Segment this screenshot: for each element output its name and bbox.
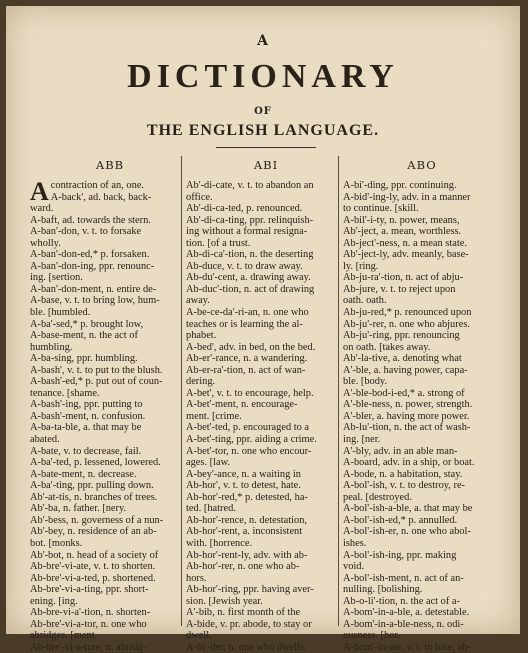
entry-line: Ab-bre'-vi-a-tor, n. one who bbox=[30, 618, 147, 630]
entry-line: ousness. [hor. bbox=[343, 630, 400, 642]
entry-line: A-bom'-in-a-ble, a. detestable. bbox=[343, 607, 470, 619]
entry-line: abridges. [ment. bbox=[30, 630, 98, 642]
entry-line: Ab-hor'-rent-ly, adv. with ab- bbox=[186, 549, 308, 561]
entry-line: Ab-hor', v. t. to detest, hate. bbox=[186, 480, 301, 492]
entry-line: A-bash'-ment, n. confusion. bbox=[30, 410, 146, 422]
entry-line: A-back', ad. back, back- bbox=[50, 191, 152, 203]
entry-line: Ab-bre'-vi-a-ture, n. abridg- bbox=[30, 641, 147, 653]
entry-line: Ab-ject'-ness, n. a mean state. bbox=[343, 237, 467, 249]
entry-line: A-board, adv. in a ship, or boat. bbox=[343, 457, 475, 469]
entry-line: to continue. [skill. bbox=[343, 203, 419, 215]
entry-line: phabet. bbox=[186, 330, 217, 342]
entry-line: Ab-bre-vi-a'-tion, n. shorten- bbox=[30, 607, 151, 619]
entry-line: Ab-hor'-rer, n. one who ab- bbox=[186, 561, 300, 573]
entry-line: Ab'-la-tive, a. denoting what bbox=[343, 353, 462, 365]
column-head-abi: ABI bbox=[253, 158, 279, 172]
entry-line: A-ban'-don-ed,* p. forsaken. bbox=[30, 249, 150, 261]
entry-line: A-bol'-ish, v. t. to destroy, re- bbox=[343, 480, 466, 492]
entry-line: A'-ble-ness, n. power, strength. bbox=[343, 399, 473, 411]
page-subtitle: THE ENGLISH LANGUAGE. bbox=[146, 122, 380, 139]
entry-line: A-bet'-tor, n. one who encour- bbox=[186, 445, 312, 457]
entry-line: wholly. bbox=[30, 237, 61, 249]
entry-line: dering. bbox=[186, 376, 216, 388]
entry-line: Ab-hor'-rence, n. detestation, bbox=[186, 514, 308, 526]
entry-line: ble. [body. bbox=[343, 376, 388, 388]
entry-line: Ab-duc'-tion, n. act of drawing bbox=[186, 283, 315, 295]
entry-line: Ab'-bess, n. governess of a nun- bbox=[30, 514, 164, 526]
entry-line: ward. bbox=[30, 203, 54, 215]
column-head-abb: ABB bbox=[95, 158, 125, 172]
entry-line: ing without a formal resigna- bbox=[186, 226, 308, 238]
entry-line: A-bed', adv. in bed, on the bed. bbox=[186, 341, 316, 353]
entry-line: A-bet', v. t. to encourage, help. bbox=[186, 387, 314, 399]
page-title: DICTIONARY bbox=[127, 58, 399, 95]
entry-line: away. bbox=[186, 295, 210, 307]
entry-line: ing. [ner. bbox=[343, 434, 381, 446]
entry-line: A'-ble, a. having power, capa- bbox=[343, 364, 468, 376]
entry-line: ing. [sertion. bbox=[30, 272, 83, 284]
entry-line: A'-bib, n. first month of the bbox=[186, 607, 301, 619]
entry-line: void. bbox=[343, 561, 365, 573]
entry-line: A-ban'-don, v. t. to forsake bbox=[30, 226, 142, 238]
entry-line: A-bash'-ed,* p. put out of coun- bbox=[30, 376, 163, 388]
entry-line: A-bash', v. t. to put to the blush. bbox=[30, 364, 163, 376]
entry-line: Ab-lu'-tion, n. the act of wash- bbox=[343, 422, 471, 434]
entry-line: tenance. [shame. bbox=[30, 387, 100, 399]
entry-line: ages. [law. bbox=[186, 457, 231, 469]
entry-line: A'-ble-bod-i-ed,* a. strong of bbox=[343, 387, 465, 399]
entry-line: A-ba'-ting, ppr. pulling down. bbox=[30, 480, 154, 492]
entry-line: with. [horrence. bbox=[186, 537, 253, 549]
entry-line: Ab'-di-ca-ting, ppr. relinquish- bbox=[186, 214, 314, 226]
entry-line: A-bom'-in-ate, v. t. to hate, ab- bbox=[343, 641, 471, 653]
entry-line: Ab-bre'-vi-a-ting, ppr. short- bbox=[30, 584, 149, 596]
entry-line: A-bate, v. to decrease, fail. bbox=[30, 445, 142, 457]
entry-line: Ab-hor'-rent, a. inconsistent bbox=[186, 526, 303, 538]
entry-line: A-bom'-in-a-ble-ness, n. odi- bbox=[343, 618, 464, 630]
entry-line: A-bode, n. a habitation, stay. bbox=[343, 468, 463, 480]
entry-line: A-ban'-don-ing, ppr. renounc- bbox=[30, 260, 155, 272]
entry-line: Ab-ju-ra'-tion, n. act of abju- bbox=[343, 272, 464, 284]
entry-line: contraction of an, one. bbox=[50, 180, 144, 191]
entry-line: oath. oath. bbox=[343, 295, 387, 307]
entry-line: A-bid'-ing-ly, adv. in a manner bbox=[343, 191, 471, 203]
entry-line: A-base-ment, n. the act of bbox=[30, 330, 138, 342]
entry-line: bot. [monks. bbox=[30, 537, 83, 549]
entries-column-1 bbox=[30, 177, 188, 653]
entry-line: ishes. bbox=[343, 537, 367, 549]
entry-line: A-ba'-ted, p. lessened, lowered. bbox=[30, 457, 161, 469]
entry-line: A-base, v. t. to bring low, hum- bbox=[30, 295, 160, 307]
entry-line: ening. [ing. bbox=[30, 595, 78, 607]
entries-column-3 bbox=[343, 180, 501, 653]
entry-line: A-bet'-ted, p. encouraged to a bbox=[186, 422, 310, 434]
title-rule bbox=[216, 147, 316, 148]
entry-line: A-bet'-ment, n. encourage- bbox=[186, 399, 298, 411]
entry-line: Ab-er'-rance, n. a wandering. bbox=[186, 353, 308, 365]
entry-line: peal. [destroyed. bbox=[343, 491, 412, 503]
entry-line: abated. bbox=[30, 434, 60, 446]
entry-line: A-bet'-ting, ppr. aiding a crime. bbox=[186, 434, 317, 446]
entry-line: A-bil'-i-ty, n. power, means, bbox=[343, 214, 460, 226]
entry-line: Ab'-at-tis, n. branches of trees. bbox=[30, 491, 158, 503]
entry-line: Ab-hor'-ring, ppr. having aver- bbox=[186, 584, 314, 596]
entry-line: Ab-bre'-vi-a-ted, p. shortened. bbox=[30, 572, 156, 584]
pre-title: A bbox=[257, 33, 269, 49]
entry-line: A-bate-ment, n. decrease. bbox=[30, 468, 137, 480]
entry-line: A-bi'-der, n. one who dwells. bbox=[186, 641, 307, 653]
entry-line: A-bol'-ish-ing, ppr. making bbox=[343, 549, 457, 561]
entry-line: A-ban'-don-ment, n. entire de- bbox=[30, 283, 157, 295]
entry-line: ly. [ring. bbox=[343, 260, 379, 272]
entry-line: A-baft, ad. towards the stern. bbox=[30, 214, 151, 226]
entry-line: Ab-du'-cent, a. drawing away. bbox=[186, 272, 311, 284]
entry-line: humbling. bbox=[30, 341, 73, 353]
entry-line: A-bey'-ance, n. a waiting in bbox=[186, 468, 301, 480]
entry-line: dwell. bbox=[186, 630, 212, 642]
entry-line: Ab'-ject-ly, adv. meanly, base- bbox=[343, 249, 469, 261]
entry-line: Ab'-ject, a. mean, worthless. bbox=[343, 226, 462, 238]
entry-line: Ab'-di-ca-ted, p. renounced. bbox=[186, 203, 303, 215]
entry-line: ted. [hatred. bbox=[186, 503, 236, 515]
entry-line: Ab-duce, v. t. to draw away. bbox=[186, 260, 303, 272]
entry-line: office. bbox=[186, 191, 213, 203]
entry-line: Ab'-di-cate, v. t. to abandon an bbox=[186, 180, 314, 191]
dictionary-page bbox=[6, 6, 520, 653]
entry-line: ment. [crime. bbox=[186, 410, 242, 422]
entry-line: Ab-jure, v. t. to reject upon bbox=[343, 283, 456, 295]
column-head-abo: ABO bbox=[407, 158, 437, 172]
entry-line: Ab-er-ra'-tion, n. act of wan- bbox=[186, 364, 306, 376]
entry-line: A'-bly, adv. in an able man- bbox=[343, 445, 458, 457]
entry-line: Ab-ju'-ring, ppr. renouncing bbox=[343, 330, 460, 342]
entry-line: Ab-ju-red,* p. renounced upon bbox=[343, 307, 472, 319]
title-connector: OF bbox=[254, 106, 272, 117]
entry-line: A-bide, v. pr. abode, to stay or bbox=[186, 618, 312, 630]
entry-line: A-bol'-ish-ed,* p. annulled. bbox=[343, 514, 458, 526]
entry-line: A-ba-sing, ppr. humbling. bbox=[30, 353, 138, 365]
entry-line: nulling. [bolishing. bbox=[343, 584, 423, 596]
entry-line: teaches or is learning the al- bbox=[186, 318, 303, 330]
entry-line: Ab-bre'-vi-ate, v. t. to shorten. bbox=[30, 561, 156, 573]
entry-line: Ab-di-ca'-tion, n. the deserting bbox=[186, 249, 314, 261]
entry-line: Ab-ju'-rer, n. one who abjures. bbox=[343, 318, 470, 330]
entry-line: A-bol'-ish-er, n. one who abol- bbox=[343, 526, 471, 538]
entry-line: Ab'-bot, n. head of a society of bbox=[30, 549, 159, 561]
drop-cap-letter: A bbox=[30, 177, 49, 206]
entry-line: Ab-hor'-red,* p. detested, ha- bbox=[186, 491, 308, 503]
entry-line: A'-bler, a. having more power. bbox=[343, 410, 470, 422]
entry-line: A-ba'-sed,* p. brought low, bbox=[30, 318, 144, 330]
entry-line: A-bi'-ding, ppr. continuing. bbox=[343, 180, 457, 191]
entry-line: A-bash'-ing, ppr. putting to bbox=[30, 399, 143, 411]
entry-line: Ab'-bey, n. residence of an ab- bbox=[30, 526, 157, 538]
entry-line: A-bol'-ish-ment, n. act of an- bbox=[343, 572, 464, 584]
entry-line: sion. [Jewish year. bbox=[186, 595, 263, 607]
entry-line: ble. [humbled. bbox=[30, 307, 91, 319]
entry-line: Ab'-ba, n. father. [nery. bbox=[30, 503, 127, 515]
entry-line: Ab-o-li'-tion, n. the act of a- bbox=[343, 595, 460, 607]
entry-line: hors. bbox=[186, 572, 207, 584]
entries-column-2 bbox=[186, 180, 344, 653]
entry-line: A-ba-ta-ble, a. that may be bbox=[30, 422, 142, 434]
entry-line: A-bol'-ish-a-ble, a. that may be bbox=[343, 503, 473, 515]
entry-line: tion. [of a trust. bbox=[186, 237, 251, 249]
entry-line: on oath. [takes away. bbox=[343, 341, 431, 353]
entry-line: A-be-ce-da'-ri-an, n. one who bbox=[186, 307, 309, 319]
